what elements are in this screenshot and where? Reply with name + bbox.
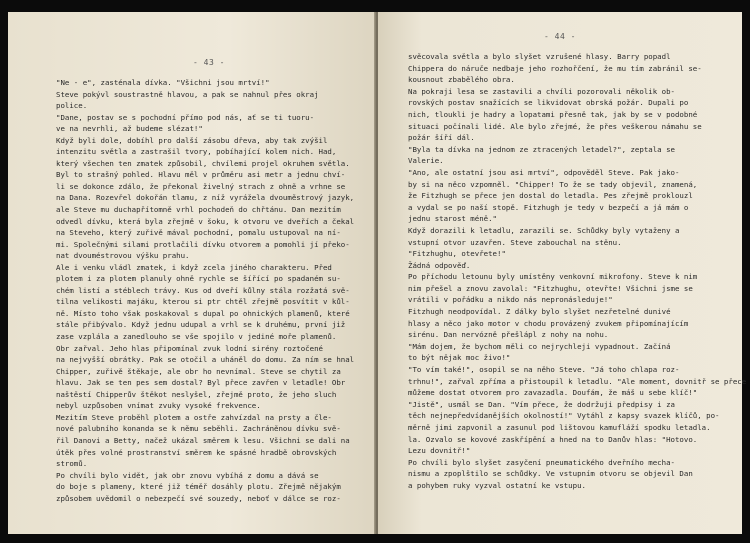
text-line: "Fitzhughu, otevřete!"	[408, 249, 506, 259]
text-line: stále přibývalo. Když jednu udupal a vrhl se k druhému, první již	[56, 320, 346, 330]
text-line: ale Steve mu duchapřítomně vrhl pochodeň do chřtánu. Dan mezitím	[56, 205, 341, 215]
text-line: Chippera do náruče nedbaje jeho rozhořčení, že mu tím zabránil se-	[408, 63, 702, 73]
text-line: police.	[56, 101, 88, 111]
text-line: těch nejnepředvídanějších okolností!" Vytáhl z kapsy svazek klíčů, po-	[408, 411, 720, 421]
text-line: Ale i venku vládl zmatek, i když zcela jiného charakteru. Před	[56, 262, 332, 272]
text-line: Po chvíli bylo vidět, jak obr znovu vybíhá z domu a dává se	[56, 470, 319, 480]
text-line: požár šíří dál.	[408, 133, 475, 143]
text-line: můžeme dostat otvorem pro zavazadla. Doufám, že máš u sebe klíč!"	[408, 388, 698, 398]
text-line: útěk přes volné prostranství směrem ke spásné hradbě obrovských	[56, 447, 337, 457]
text-line: mi. Společnými silami protlačili dívku otvorem a pomohli jí překo-	[56, 239, 350, 249]
text-line: Lezu dovnitř!"	[408, 446, 471, 456]
left-page-number: - 43 -	[193, 58, 225, 67]
right-page	[378, 12, 747, 534]
text-line: "Byla ta dívka na jednom ze ztracených letadel?", zeptala se	[408, 144, 675, 154]
text-line: na Steveho, který zuřivě mával pochodní, pomalu ustupoval na ní-	[56, 228, 341, 238]
text-line: na Dana. Rozevřel dokořán tlamu, z níž vyrážela dvouměstrový jazyk,	[56, 193, 355, 203]
text-line: "Mám dojem, že bychom měli co nejrychleji vypadnout. Začíná	[408, 341, 671, 351]
text-line: a pohybem ruky vyzval ostatní ke vstupu.	[408, 480, 586, 490]
text-line: Valerie.	[408, 156, 444, 166]
left-page-text	[56, 77, 362, 504]
text-line: Na pokraji lesa se zastavili a chvíli pozorovali několik ob-	[408, 86, 675, 96]
text-line: nové palubního konanda se k němu seběhli. Zachráněnou dívku svě-	[56, 424, 341, 434]
book-spread	[8, 12, 747, 534]
text-line: "Ne - e", zasténala dívka. "Všichni jsou mrtví!"	[56, 78, 270, 87]
text-line: vrátili v pořádku a nikdo nás nepronásleduje!"	[408, 295, 613, 305]
text-line: "Jistě", usmál se Dan. "Vím přece, že dodržuji předpisy i za	[408, 399, 675, 409]
text-line: Chipper, zuřivě štěkaje, ale obr ho nevnímal. Steve se chytil za	[56, 366, 341, 376]
text-line: by si na něco vzpomněl. "Chipper! To že se tady objevil, znamená,	[408, 179, 698, 189]
text-line: plotem i za plotem planuly ohně rychle se šířící po spadaném su-	[56, 274, 341, 284]
text-line: stromů.	[56, 459, 88, 469]
text-line: hlasy a něco jako motor v chodu provázený zvukem připomínajícím	[408, 318, 689, 328]
text-line: Když byli dole, dobíhl pro další zásobu dřeva, aby tak zvýšil	[56, 135, 328, 145]
text-line: že Fitzhugh se přece jen dostal do letadla. Pes zřejmě proklouzl	[408, 191, 693, 201]
text-line: do boje s plameny, které již téměř dosáhly plotu. Zřejmě nějakým	[56, 482, 341, 492]
text-line: Po příchodu letounu byly umístěny venkovní mikrofony. Steve k nim	[408, 272, 698, 282]
text-line: la. Ozvalo se kovové zaskřípění a hned na to Danův hlas: "Hotovo.	[408, 434, 698, 444]
text-line: to být nějak moc živo!"	[408, 353, 511, 363]
text-line: na nejvyšší obrátky. Pak se otočil a uháněl do domu. Za ním se hnal	[56, 355, 355, 365]
text-line: Steve pokývl soustrastně hlavou, a pak se nahnul přes okraj	[56, 89, 319, 99]
text-line: ve na nevrhli, až budeme slézat!"	[56, 124, 203, 134]
text-line: sirénu. Dan nervózně přešlápl z nohy na nohu.	[408, 330, 609, 340]
text-line: Obr zařval. Jeho hlas připomínal zvuk lodní sirény roztočené	[56, 343, 323, 353]
text-line: odvedl dívku, která byla zřejmě v šoku, k otvoru ve dveřích a čekal	[56, 216, 355, 226]
text-line: chém listí a stéblech trávy. Kus od dveří kůlny stála rozžatá svě-	[56, 285, 350, 295]
right-page-text	[408, 51, 747, 492]
text-line: "To vím také!", osopil se na něho Steve. "Já toho chlapa roz-	[408, 365, 680, 375]
text-line: zase vzplála a zanedlouho se vše spojilo v jediné moře plamenů.	[56, 332, 337, 342]
text-line: Fitzhugh neodpovídal. Z dálky bylo slyšet nezřetelné dunivé	[408, 307, 671, 317]
text-line: řil Danovi a Betty, načež ukázal směrem k lesu. Všichni se dali na	[56, 435, 350, 445]
text-line: "Dane, postav se s pochodní přímo pod nás, ať se ti tuoru-	[56, 112, 315, 122]
text-line: nich, tloukli je hadry a lopatami přesně tak, jak by se v podobné	[408, 109, 698, 119]
text-line: vstupní otvor uzavřen. Steve zabouchal na stěnu.	[408, 237, 622, 247]
text-line: naštěstí Chipperův štěkot neslyšel, zřejmě proto, že jeho sluch	[56, 389, 337, 399]
text-line: Žádná odpověď.	[408, 260, 471, 270]
text-line: nat dvouméstrovou výšku prahu.	[56, 251, 190, 261]
text-line: jednu starost méně."	[408, 214, 497, 224]
text-line: Když dorazili k letadlu, zarazili se. Schůdky byly vytaženy a	[408, 225, 680, 235]
text-line: nismu a zpoplštilo se schůdky. Ve vstupním otvoru se objevil Dan	[408, 469, 693, 479]
left-page	[8, 12, 376, 534]
text-line: tilna velikosti majáku, kterou si ptr chtěl zřejmě posvítit v kůl-	[56, 297, 350, 307]
text-line: "Ano, ale ostatní jsou asi mrtví", odpověděl Steve. Pak jako-	[408, 167, 680, 177]
text-line: li se dokonce zdálo, že překonal živelný strach z ohně a vrhne se	[56, 181, 346, 191]
text-line: svěcovala světla a bylo slyšet vzrušené hlasy. Barry popadl	[408, 52, 671, 61]
text-line: ně. Místo toho však poskakoval s dupal po ohnických plamenů, které	[56, 308, 350, 318]
text-line: Po chvíli bylo slyšet zasyčení pneumatického dveřního mecha-	[408, 457, 675, 467]
text-line: Mezitím Steve proběhl plotem a ostře zahvízdal na prsty a čle-	[56, 412, 332, 422]
text-line: trhnu!", zařval zpříma a přistoupil k letadlu. "Ale moment, dovnitř se přece	[408, 376, 747, 386]
text-line: který všechen ten zmatek způsobil, chvílemi projel okruhem světla.	[56, 158, 350, 168]
text-line: kousnout zbabělého obra.	[408, 75, 515, 85]
text-line: nebyl uzpůsoben vnímat zvuky vysoké frekvence.	[56, 401, 261, 411]
text-line: nim přešel a znovu zavolal: "Fitzhughu, otevřte! Všichni jsme se	[408, 283, 693, 293]
right-page-number: - 44 -	[544, 32, 576, 41]
text-line: intenzitu světla a zastrašil tvory, pobíhající kolem nich. Had,	[56, 147, 337, 157]
text-line: měrně jimi zapvonil a zasunul pod lištovou kamufláží spodku letadla.	[408, 423, 711, 432]
text-line: způsobem uvědomil o nebezpečí své souzedy, neboť v dálce se roz-	[56, 493, 341, 503]
text-line: situaci počínali lidé. Ale bylo zřejmé, že přes veškerou námahu se	[408, 121, 702, 131]
text-line: a vydal se po naší stopě. Fitzhugh je tedy v bezpečí a já mám o	[408, 202, 689, 212]
text-line: rovských postav snažících se likvidovat obrská požár. Dupali po	[408, 98, 689, 108]
text-line: Byl to strašný pohled. Hlavu měl v průměru asi metr a jednu chví-	[56, 170, 346, 180]
text-line: hlavu. Jak se ten pes sem dostal? Byl přece zavřen v letadle! Obr	[56, 378, 346, 388]
